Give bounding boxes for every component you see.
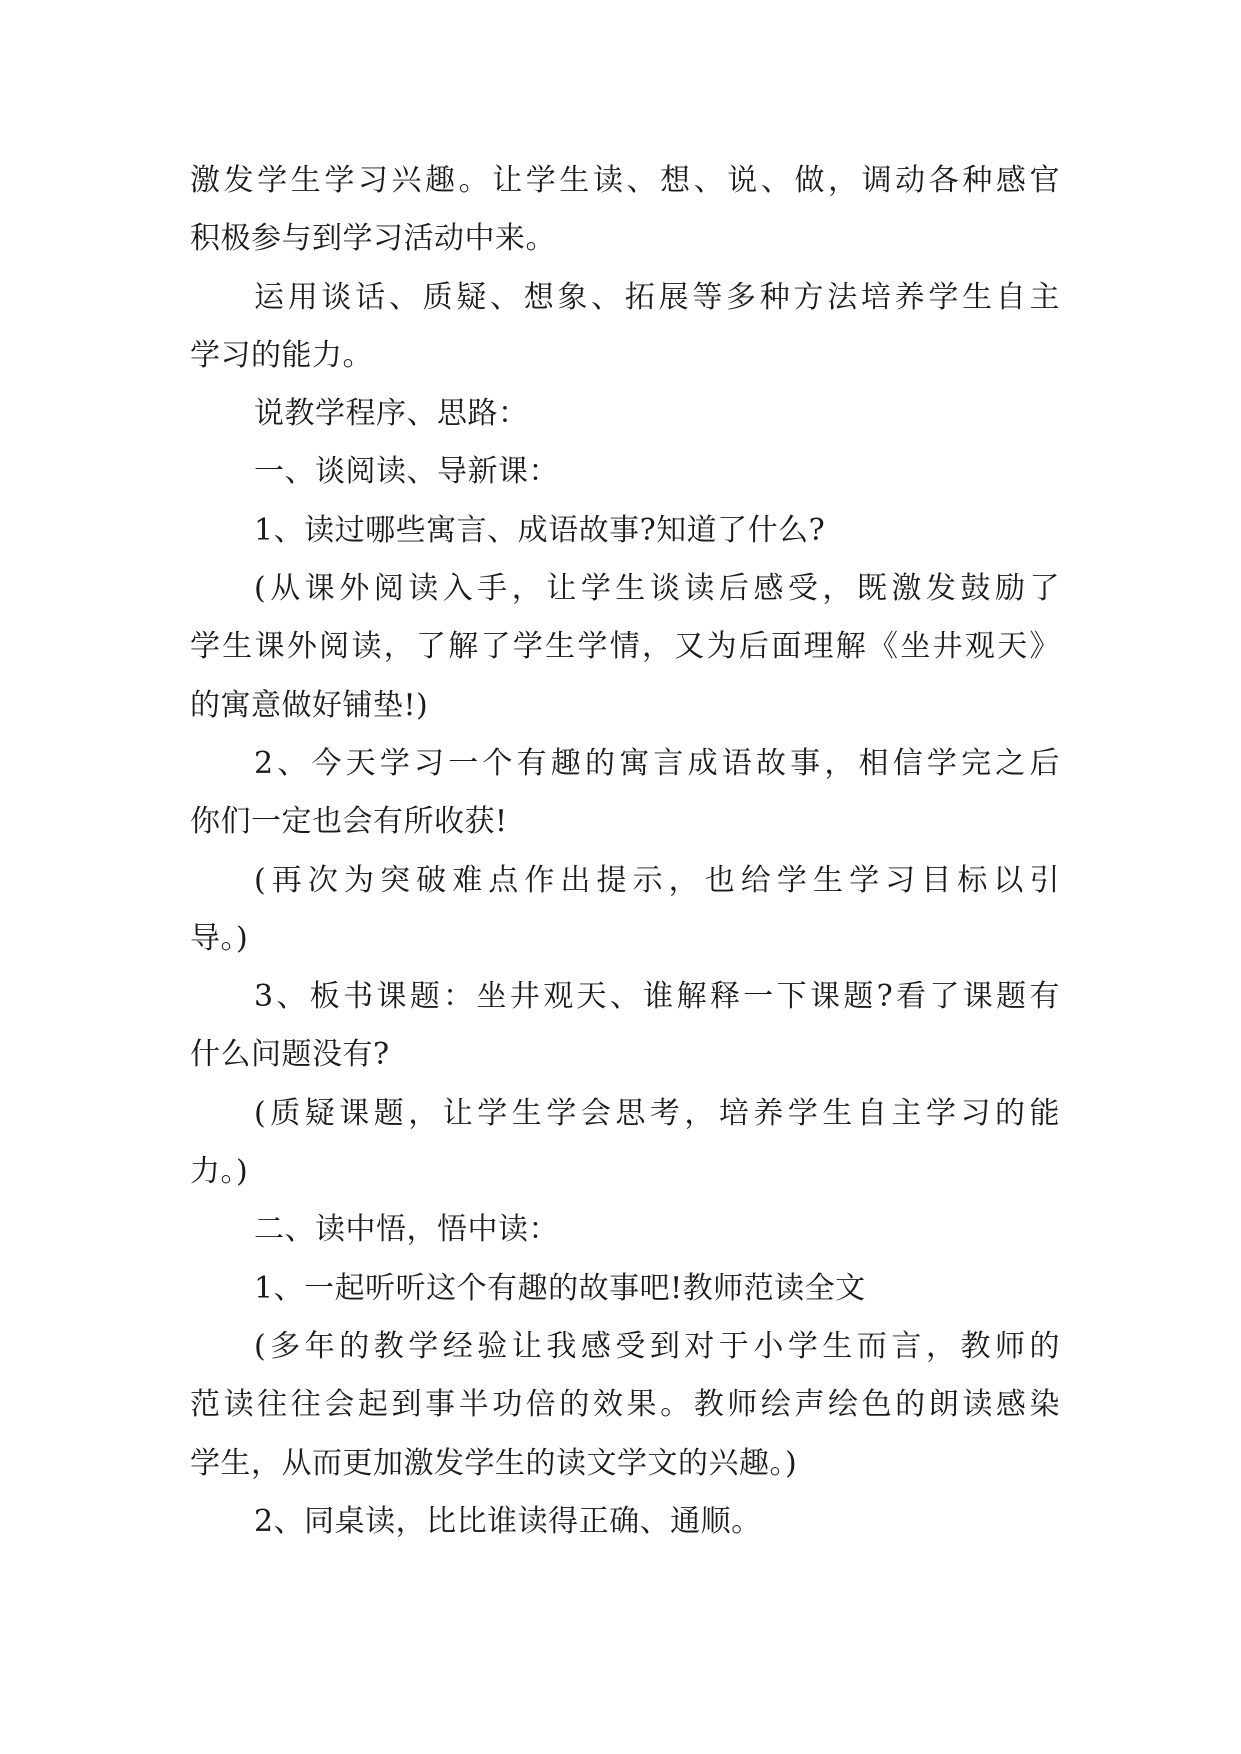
text-line: 学习的能力。 bbox=[190, 337, 373, 373]
text-line: (质疑课题，让学生学会思考，培养学生自主学习的能 bbox=[254, 1095, 1060, 1131]
text-line: 导。) bbox=[190, 920, 249, 956]
text-line: 3、板书课题：坐井观天、谁解释一下课题?看了课题有 bbox=[254, 979, 1060, 1015]
text-line: 1、一起听听这个有趣的故事吧!教师范读全文 bbox=[254, 1270, 866, 1306]
text-line: 学生课外阅读，了解了学生学情，又为后面理解《坐井观天》 bbox=[190, 629, 1060, 665]
text-line: 2、同桌读，比比谁读得正确、通顺。 bbox=[254, 1503, 762, 1539]
text-line: 积极参与到学习活动中来。 bbox=[190, 221, 556, 257]
text-line: 运用谈话、质疑、想象、拓展等多种方法培养学生自主 bbox=[254, 279, 1060, 315]
text-line: 学生，从而更加激发学生的读文学文的兴趣。) bbox=[190, 1445, 798, 1481]
text-line: 激发学生学习兴趣。让学生读、想、说、做，调动各种感官 bbox=[190, 163, 1060, 198]
text-line: 什么问题没有? bbox=[190, 1037, 390, 1073]
text-line: 的寓意做好铺垫!) bbox=[190, 687, 429, 723]
section-heading: 二、读中悟，悟中读： bbox=[254, 1212, 559, 1248]
text-line: (再次为突破难点作出提示，也给学生学习目标以引 bbox=[254, 862, 1060, 898]
text-line: 你们一定也会有所收获! bbox=[190, 804, 508, 840]
text-line: 范读往往会起到事半功倍的效果。教师绘声绘色的朗读感染 bbox=[190, 1387, 1060, 1423]
text-line: (多年的教学经验让我感受到对于小学生而言，教师的 bbox=[254, 1328, 1060, 1364]
text-line: (从课外阅读入手，让学生谈读后感受，既激发鼓励了 bbox=[254, 571, 1060, 607]
section-heading: 说教学程序、思路： bbox=[254, 396, 529, 432]
section-heading: 一、谈阅读、导新课： bbox=[254, 454, 559, 490]
text-line: 1、读过哪些寓言、成语故事?知道了什么? bbox=[254, 512, 826, 548]
text-line: 力。) bbox=[190, 1154, 249, 1190]
body-text bbox=[190, 152, 1060, 1551]
text-line: 2、今天学习一个有趣的寓言成语故事，相信学完之后 bbox=[254, 745, 1060, 781]
